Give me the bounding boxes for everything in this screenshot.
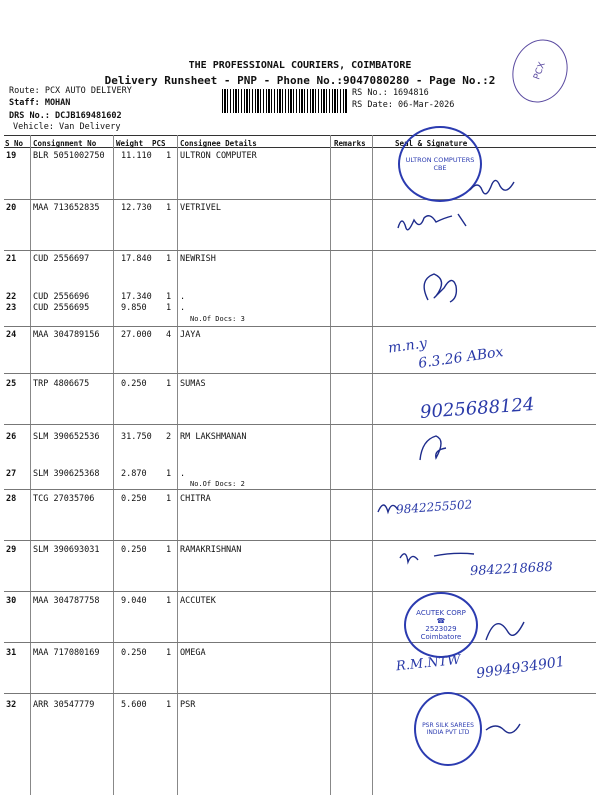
runsheet-subtitle: Delivery Runsheet - PNP - Phone No.:9047080280 - Page No.:2: [104, 74, 496, 87]
row-weight: 17.840: [121, 254, 152, 264]
row-pcs: 1: [166, 254, 172, 264]
row-consignment: MAA 713652835: [33, 203, 100, 213]
rs-date: RS Date: 06-Mar-2026: [352, 100, 455, 110]
handwritten-phone: 9025688124: [419, 394, 536, 423]
row-consignment: CUD 2556697: [33, 254, 90, 264]
signature-row30: [486, 622, 524, 640]
row-sno: 25: [6, 379, 17, 389]
row-weight: 9.040: [121, 596, 147, 606]
row-consignee: .: [180, 469, 186, 479]
row-weight: 12.730: [121, 203, 152, 213]
route-label: Route: PCX AUTO DELIVERY: [9, 86, 132, 96]
row-weight: 0.250: [121, 545, 147, 555]
row-consignment: TRP 4806675: [33, 379, 90, 389]
row-pcs: 4: [166, 330, 172, 340]
row-weight: 2.870: [121, 469, 147, 479]
row-consignee: RAMAKRISHNAN: [180, 545, 242, 555]
row-consignment: SLM 390625368: [33, 469, 100, 479]
row-pcs: 1: [166, 379, 172, 389]
signature-row32: [486, 724, 520, 733]
handwritten-name: R.M.NTW: [395, 652, 462, 675]
row-consignee: RM LAKSHMANAN: [180, 432, 247, 442]
vehicle-label: Vehicle: Van Delivery: [13, 122, 121, 132]
signature-row29: [400, 553, 474, 562]
row-pcs: 2: [166, 432, 172, 442]
row-consignment: BLR 5051002750: [33, 151, 105, 161]
row-weight: 0.250: [121, 494, 147, 504]
row-pcs: 1: [166, 648, 172, 658]
row-pcs: 1: [166, 303, 172, 313]
row-consignment: SLM 390693031: [33, 545, 100, 555]
row-sno: 23: [6, 303, 17, 313]
signature-row26: [420, 436, 446, 460]
row-consignee: PSR: [180, 700, 196, 710]
docs-count-note: No.Of Docs: 3: [190, 315, 245, 323]
row-consignee: VETRIVEL: [180, 203, 221, 213]
col-consignment: Consignment No: [33, 139, 97, 148]
row-weight: 5.600: [121, 700, 147, 710]
row-weight: 0.250: [121, 379, 147, 389]
row-sno: 20: [6, 203, 17, 213]
col-seal: Seal & Signature: [395, 139, 468, 148]
row-consignment: SLM 390652536: [33, 432, 100, 442]
ultron-seal-text: ULTRON COMPUTERS CBE: [405, 156, 475, 172]
row-weight: 27.000: [121, 330, 152, 340]
row-pcs: 1: [166, 545, 172, 555]
phone-icon: ☎: [436, 617, 446, 625]
row-weight: 9.850: [121, 303, 147, 313]
row-pcs: 1: [166, 469, 172, 479]
row-consignee: ULTRON COMPUTER: [180, 151, 257, 161]
row-consignment: TCG 27035706: [33, 494, 95, 504]
acutek-seal-name: ACUTEK CORP: [416, 609, 466, 617]
row-consignee: ACCUTEK: [180, 596, 216, 606]
row-sno: 29: [6, 545, 17, 555]
row-pcs: 1: [166, 292, 172, 302]
signature-row21: [424, 274, 456, 302]
corner-stamp-text: PCX: [532, 60, 548, 82]
drs-label: DRS No.: DCJB169481602: [9, 111, 122, 121]
col-pcs: PCS: [152, 139, 166, 148]
staff-label: Staff: MOHAN: [9, 98, 71, 108]
handwritten-initials: m.n.y: [387, 335, 429, 357]
row-sno: 28: [6, 494, 17, 504]
row-weight: 17.340: [121, 292, 152, 302]
row-sno: 30: [6, 596, 17, 606]
handwritten-phone: 9994934901: [475, 653, 566, 683]
row-consignee: JAYA: [180, 330, 201, 340]
handwritten-date-note: 6.3.26 ABox: [417, 344, 505, 372]
rs-number: RS No.: 1694816: [352, 88, 429, 98]
row-pcs: 1: [166, 203, 172, 213]
row-pcs: 1: [166, 700, 172, 710]
col-remarks: Remarks: [334, 139, 366, 148]
row-sno: 31: [6, 648, 17, 658]
row-consignee: OMEGA: [180, 648, 206, 658]
col-sno: S No: [5, 139, 24, 148]
row-weight: 0.250: [121, 648, 147, 658]
row-consignment: MAA 304787758: [33, 596, 100, 606]
col-consignee: Consignee Details: [180, 139, 257, 148]
row-consignee: SUMAS: [180, 379, 206, 389]
company-title: THE PROFESSIONAL COURIERS, COIMBATORE: [188, 60, 412, 71]
row-consignment: CUD 2556695: [33, 303, 90, 313]
row-consignee: NEWRISH: [180, 254, 216, 264]
row-consignee: .: [180, 292, 186, 302]
row-sno: 32: [6, 700, 17, 710]
row-consignee: CHITRA: [180, 494, 211, 504]
row-consignee: .: [180, 303, 186, 313]
row-sno: 21: [6, 254, 17, 264]
signature-row20: [398, 214, 466, 230]
row-consignment: MAA 717080169: [33, 648, 100, 658]
row-weight: 31.750: [121, 432, 152, 442]
row-consignment: CUD 2556696: [33, 292, 90, 302]
row-weight: 11.110: [121, 151, 152, 161]
acutek-seal-city: Coimbatore: [420, 633, 462, 641]
signature-row19: [470, 180, 514, 193]
row-pcs: 1: [166, 494, 172, 504]
row-consignment: MAA 304789156: [33, 330, 100, 340]
docs-count-note: No.Of Docs: 2: [190, 480, 245, 488]
row-pcs: 1: [166, 596, 172, 606]
row-sno: 26: [6, 432, 17, 442]
psr-seal-text: PSR SILK SAREES INDIA PVT LTD: [422, 722, 474, 736]
row-sno: 19: [6, 151, 17, 161]
row-pcs: 1: [166, 151, 172, 161]
handwritten-phone: 9842218688: [469, 559, 554, 580]
handwritten-phone: 9842255502: [395, 497, 473, 517]
acutek-seal-phone: 2523029: [425, 625, 457, 633]
row-sno: 27: [6, 469, 17, 479]
col-weight: Weight: [116, 139, 144, 148]
row-consignment: ARR 30547779: [33, 700, 95, 710]
row-sno: 22: [6, 292, 17, 302]
row-sno: 24: [6, 330, 17, 340]
